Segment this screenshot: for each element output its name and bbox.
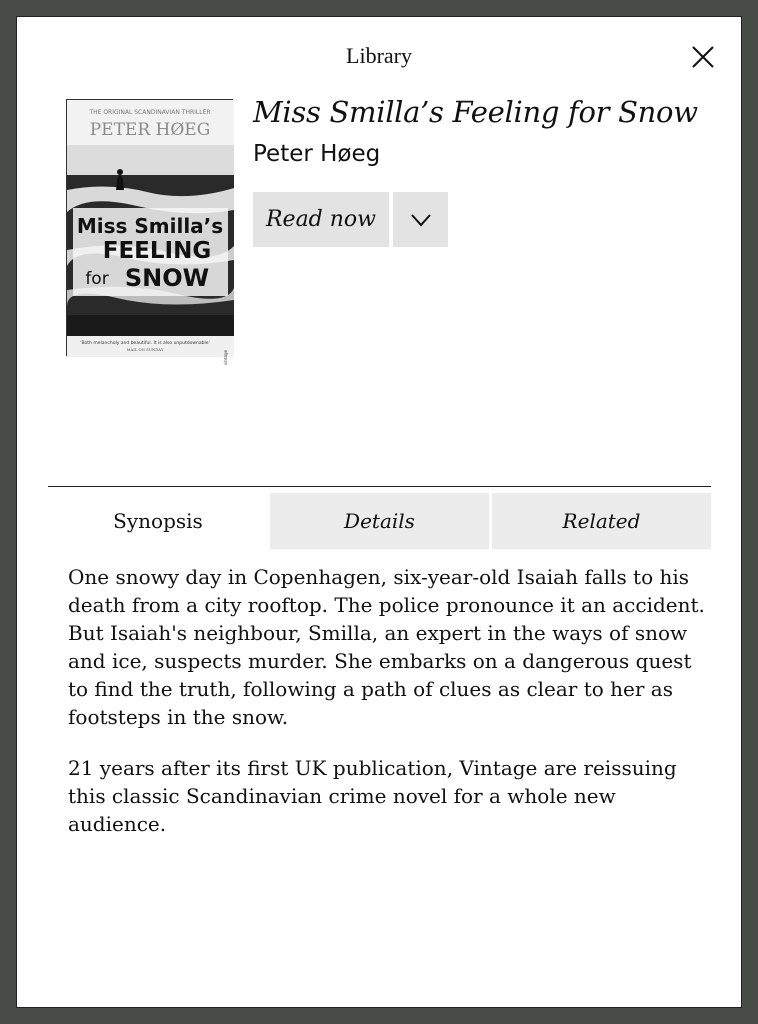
book-cover[interactable] xyxy=(66,99,233,366)
book-cover-image xyxy=(67,100,234,366)
tab-related-label: Related xyxy=(562,509,641,533)
synopsis-text xyxy=(68,563,708,861)
close-button[interactable] xyxy=(689,43,717,71)
tab-details[interactable] xyxy=(270,493,489,549)
cover-author: PETER HØEG xyxy=(89,120,211,140)
cover-title-line1: Miss Smilla’s xyxy=(76,214,224,238)
chevron-down-icon xyxy=(409,208,433,232)
synopsis-paragraph: 21 years after its first UK publication, Vintage are reissuing this classic Scandinavian crime novel for a whole new audience. xyxy=(68,756,677,836)
book-title: Miss Smilla’s Feeling for Snow xyxy=(253,95,698,129)
cover-publisher: vintage xyxy=(223,350,228,366)
dialog-title: Library xyxy=(346,43,412,68)
section-divider xyxy=(48,486,711,487)
close-icon xyxy=(689,43,717,71)
read-now-button[interactable] xyxy=(253,192,389,247)
cover-title-line3b: SNOW xyxy=(124,264,210,292)
cover-title-line2: FEELING xyxy=(102,238,212,264)
tab-synopsis-label: Synopsis xyxy=(113,509,203,533)
tab-synopsis[interactable] xyxy=(48,493,268,549)
cover-tagline: THE ORIGINAL SCANDINAVIAN THRILLER xyxy=(89,109,211,116)
tab-details-label: Details xyxy=(344,509,415,533)
cover-title-line3a: for xyxy=(85,269,109,289)
synopsis-paragraph: One snowy day in Copenhagen, six-year-old Isaiah falls to his death from a city rooftop. The police pronounce it an accident. But Isaiah's neighbour, Smilla, an expert in the ways of snow and ice, suspects murder. She embarks on a dangerous quest to find the truth, following a path of clues as clear to her as footsteps in the snow. xyxy=(68,565,705,729)
read-now-label: Read now xyxy=(265,207,377,232)
book-detail-dialog xyxy=(16,16,742,1008)
book-author: Peter Høeg xyxy=(253,141,381,167)
more-options-button[interactable] xyxy=(393,192,448,247)
cover-quote: 'Both melancholy and beautiful. It is also unputdownable' xyxy=(80,341,210,346)
tab-related[interactable] xyxy=(492,493,711,549)
cover-quote-source: MAIL ON SUNDAY xyxy=(126,347,164,352)
